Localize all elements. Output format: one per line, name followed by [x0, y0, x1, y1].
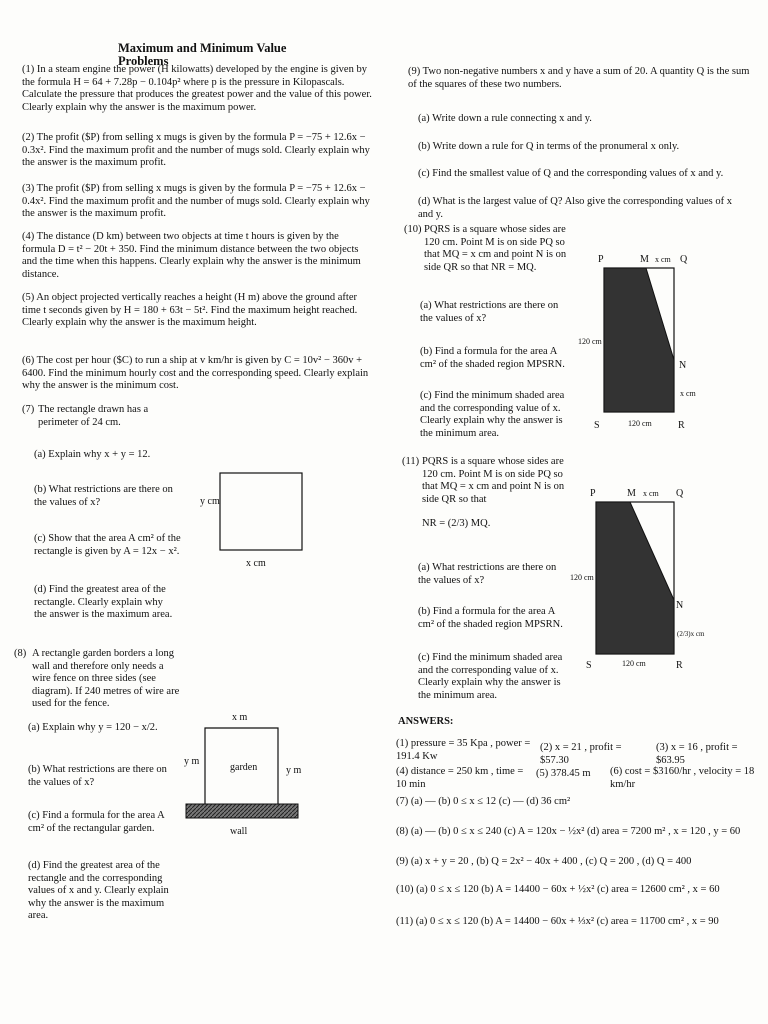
- question-9c: (c) Find the smallest value of Q and the corresponding values of x and y.: [418, 168, 724, 179]
- answer-8: (8) (a) — (b) 0 ≤ x ≤ 240 (c) A = 120x − ½x² (d) area = 7200 m² , x = 120 , y = 60: [396, 826, 741, 837]
- q7-x-label: x cm: [246, 558, 266, 569]
- question-3: (3) The profit ($P) from selling x mugs is given by the formula P = −75 + 12.6x − 0.4x². Find the maximum profit and the number of mugs sold. Clearly explain why the answer is the maximum profit.: [22, 183, 370, 219]
- answer-1: (1) pressure = 35 Kpa , power = 191.4 Kw: [396, 738, 531, 762]
- question-9: (9) Two non-negative numbers x and y have a sum of 20. A quantity Q is the sum of the squares of these two numbers.: [408, 66, 750, 90]
- q10-square-diagram: [578, 254, 697, 431]
- q10-Q: Q: [680, 254, 688, 265]
- q11-S: S: [586, 660, 592, 671]
- question-9a: (a) Write down a rule connecting x and y.: [418, 113, 592, 124]
- q8-garden-diagram: [184, 712, 302, 837]
- q11-xcm-side: (2/3)x cm: [677, 630, 705, 638]
- question-7b: (b) What restrictions are there on the values of x?: [34, 484, 173, 508]
- question-11c: (c) Find the minimum shaded area and the corresponding value of x. Clearly explain why the answer is the minimum area.: [418, 652, 563, 701]
- question-5: (5) An object projected vertically reaches a height (H m) above the ground after time t seconds given by H = 180 + 63t − 5t². Find the maximum height reached. Clearly explain why the answer is the maximum height.: [22, 292, 358, 328]
- question-10b: (b) Find a formula for the area A cm² of the shaded region MPSRN.: [420, 346, 565, 370]
- question-11-number: (11): [402, 456, 420, 467]
- question-7-number: (7): [22, 404, 35, 415]
- question-11b: (b) Find a formula for the area A cm² of the shaded region MPSRN.: [418, 606, 563, 630]
- question-7c: (c) Show that the area A cm² of the rectangle is given by A = 12x − x².: [34, 533, 181, 557]
- q10-R: R: [678, 420, 685, 431]
- q11-R: R: [676, 660, 683, 671]
- q11-side: 120 cm: [570, 573, 594, 582]
- q7-y-label: y cm: [200, 496, 220, 507]
- question-7d: (d) Find the greatest area of the rectangle. Clearly explain why the answer is the maximum area.: [34, 584, 173, 620]
- page-title: Maximum and Minimum Value Problems: [118, 41, 287, 68]
- q10-side: 120 cm: [578, 337, 602, 346]
- question-9b: (b) Write down a rule for Q in terms of the pronumeral x only.: [418, 141, 680, 152]
- q11-square-diagram: [570, 488, 705, 671]
- answer-3: (3) x = 16 , profit = $63.95: [656, 742, 738, 766]
- q10-xcm-top: x cm: [655, 255, 671, 264]
- q10-P: P: [598, 254, 604, 265]
- q8-y-label-left: y m: [184, 756, 200, 767]
- answer-11: (11) (a) 0 ≤ x ≤ 120 (b) A = 14400 − 60x + ⅓x² (c) area = 11700 cm² , x = 90: [396, 916, 719, 927]
- q7-rectangle-diagram: [200, 473, 302, 569]
- q10-M: M: [640, 254, 649, 265]
- question-8d: (d) Find the greatest area of the rectangle and the corresponding values of x and y. Clearly explain why the answer is the maximum area.: [28, 860, 169, 921]
- question-7: The rectangle drawn has a perimeter of 24 cm.: [38, 404, 149, 428]
- question-10: PQRS is a square whose sides are 120 cm. Point M is on side PQ so that MQ = x cm and point N is on side QR so that NR = MQ.: [424, 224, 567, 273]
- q8-garden-label: garden: [230, 762, 258, 773]
- question-8b: (b) What restrictions are there on the values of x?: [28, 764, 167, 788]
- question-11-nr: NR = (2/3) MQ.: [422, 518, 491, 529]
- question-11a: (a) What restrictions are there on the values of x?: [418, 562, 557, 586]
- answer-10: (10) (a) 0 ≤ x ≤ 120 (b) A = 14400 − 60x + ½x² (c) area = 12600 cm² , x = 60: [396, 884, 720, 895]
- q11-xcm-top: x cm: [643, 489, 659, 498]
- question-10-number: (10): [404, 224, 422, 235]
- question-2: (2) The profit ($P) from selling x mugs is given by the formula P = −75 + 12.6x − 0.3x². Find the maximum profit and the number of mugs sold. Clearly explain why the answer is the maximum profit.: [22, 132, 370, 168]
- answer-9: (9) (a) x + y = 20 , (b) Q = 2x² − 40x + 400 , (c) Q = 200 , (d) Q = 400: [396, 856, 692, 867]
- q10-bottom: 120 cm: [628, 419, 652, 428]
- answer-4: (4) distance = 250 km , time = 10 min: [396, 766, 524, 790]
- question-8: A rectangle garden borders a long wall and therefore only needs a wire fence on three sides (see diagram). If 240 metres of wire are used for the fence.: [32, 648, 180, 709]
- question-1: (1) In a steam engine the power (H kilowatts) developed by the engine is given by the formula H = 64 + 7.28p − 0.104p² where p is the pressure in Kilopascals. Calculate the pressure that produces the greatest power and the value of this power. Clearly explain why the answer is the maximum power.: [22, 64, 372, 113]
- answer-2: (2) x = 21 , profit = $57.30: [540, 742, 622, 766]
- q10-xcm-side: x cm: [680, 389, 696, 398]
- question-4: (4) The distance (D km) between two objects at time t hours is given by the formula D = t² − 20t + 350. Find the minimum distance between the two objects and the time when this happens. Clearly explain why the answer is the minimum distance.: [22, 231, 361, 280]
- answers-heading: ANSWERS:: [398, 716, 454, 727]
- q10-N: N: [679, 360, 687, 371]
- q11-bottom: 120 cm: [622, 659, 646, 668]
- question-10a: (a) What restrictions are there on the values of x?: [420, 300, 559, 324]
- question-7a: (a) Explain why x + y = 12.: [34, 449, 151, 460]
- answer-5: (5) 378.45 m: [536, 768, 591, 779]
- q11-N: N: [676, 600, 684, 611]
- answer-7: (7) (a) — (b) 0 ≤ x ≤ 12 (c) — (d) 36 cm²: [396, 796, 571, 807]
- q11-Q: Q: [676, 488, 684, 499]
- question-6: (6) The cost per hour ($C) to run a ship at v km/hr is given by C = 10v² − 360v + 6400. Find the minimum hourly cost and the corresponding speed. Clearly explain why the answer is the minimum cost.: [22, 355, 369, 391]
- q8-wall-label: wall: [230, 826, 248, 837]
- question-8-number: (8): [14, 648, 27, 659]
- question-10c: (c) Find the minimum shaded area and the corresponding value of x. Clearly explain why the answer is the minimum area.: [420, 390, 565, 439]
- question-9d: (d) What is the largest value of Q? Also give the corresponding values of x and y.: [418, 196, 732, 220]
- q8-y-label-right: y m: [286, 765, 302, 776]
- q11-P: P: [590, 488, 596, 499]
- question-8c: (c) Find a formula for the area A cm² of the rectangular garden.: [28, 810, 165, 834]
- question-11: PQRS is a square whose sides are 120 cm. Point M is on side PQ so that MQ = x cm and point N is on side QR so that: [422, 456, 565, 505]
- q11-M: M: [627, 488, 636, 499]
- answer-6: (6) cost = $3160/hr , velocity = 18 km/hr: [610, 766, 755, 790]
- q8-x-label: x m: [232, 712, 248, 723]
- question-8a: (a) Explain why y = 120 − x/2.: [28, 722, 158, 733]
- q10-S: S: [594, 420, 600, 431]
